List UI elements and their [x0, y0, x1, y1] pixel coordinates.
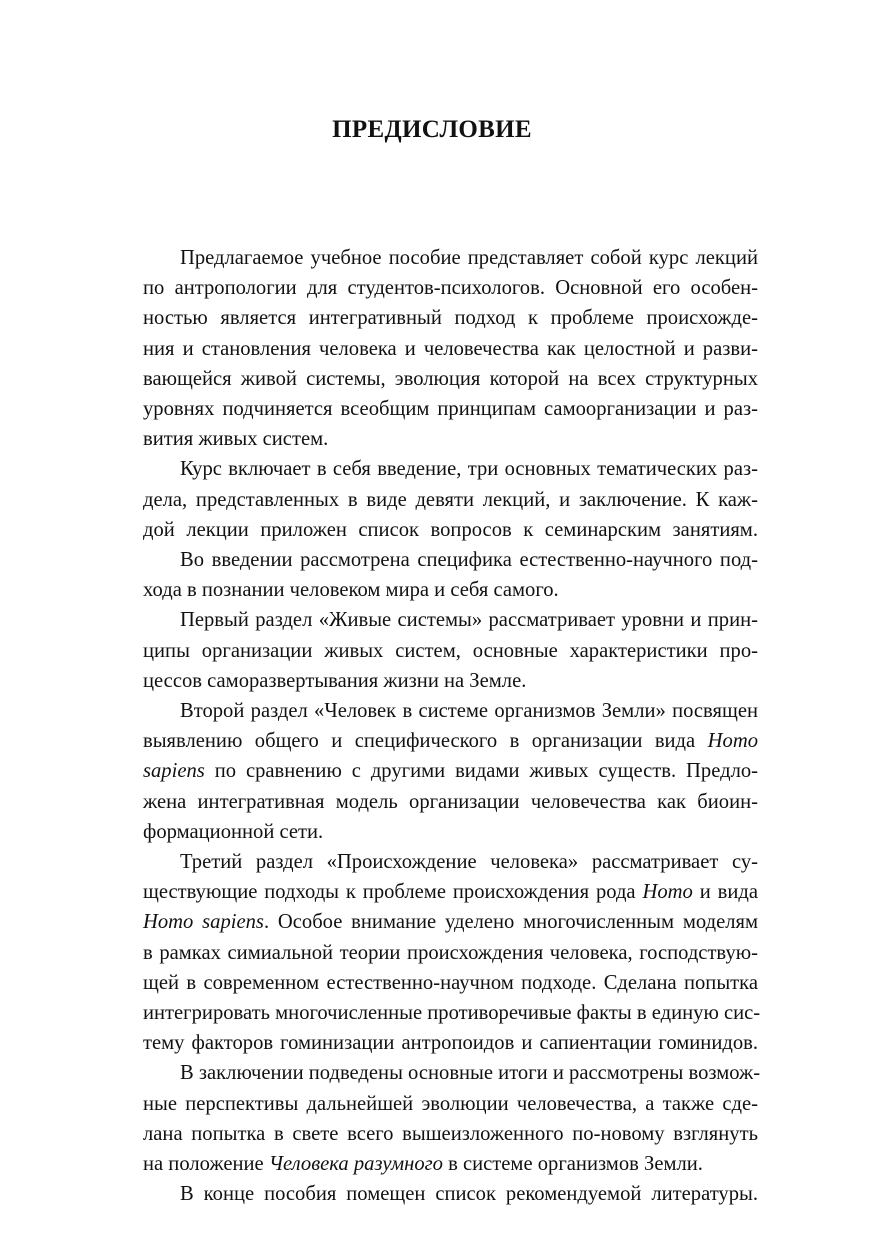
italic-term: Homo sapiens: [143, 911, 264, 934]
italic-term: Homo: [707, 730, 758, 753]
text-line: дой лекции приложен список вопросов к семинарским занятиям.: [143, 518, 758, 541]
text-line: Предлагаемое учебное пособие представляет собой курс лекций: [180, 247, 758, 269]
text-line: В конце пособия помещен список рекомендуемой литературы.: [180, 1183, 758, 1206]
paragraph-4: [106, 605, 758, 696]
text-line: щей в современном естественно-научном подходе. Сделана попытка: [143, 971, 758, 994]
text-line: хода в познании человеком мира и себя самого.: [143, 579, 559, 602]
preface-body: [106, 243, 761, 1210]
text-line: тему факторов гоминизации антропоидов и сапиентации гоминидов.: [143, 1032, 758, 1055]
text-line: Курс включает в себя введение, три основных тематических раз-: [180, 458, 758, 481]
text-line: вития живых систем.: [143, 428, 329, 451]
text-line: ные перспективы дальнейшей эволюции человечества, а также сде-: [143, 1092, 758, 1115]
text-line: ципы организации живых систем, основные характеристики про-: [143, 639, 758, 662]
text-line: лана попытка в свете всего вышеизложенного по-новому взглянуть: [143, 1122, 758, 1145]
text-segment: по сравнению с другими видами живых существ. Предло-: [204, 760, 758, 783]
text-segment: в системе организмов Земли.: [442, 1153, 703, 1176]
text-line: [106, 756, 758, 786]
text-line: дела, представленных в виде девяти лекций, и заключение. К каж-: [143, 488, 758, 511]
text-line: интегрировать многочисленные противоречивые факты в единую сис-: [143, 1002, 761, 1025]
text-line: цессов саморазвертывания жизни на Земле.: [143, 669, 527, 692]
paragraph-7: [106, 1058, 761, 1179]
text-line: вающейся живой системы, эволюция которой на всех структурных: [143, 367, 758, 390]
text-line: [106, 1149, 758, 1179]
text-line: ностью является интегративный подход к проблеме происхожде-: [143, 307, 758, 330]
italic-term: Человека разумного: [268, 1153, 443, 1176]
paragraph-8: [106, 1179, 758, 1209]
paragraph-1: [106, 243, 758, 454]
text-line: Первый раздел «Живые системы» рассматривает уровни и прин-: [180, 609, 758, 632]
text-segment: выявлению общего и специфического в организации вида: [143, 730, 708, 753]
paragraph-6: [106, 847, 761, 1058]
text-line: Второй раздел «Человек в системе организмов Земли» посвящен: [180, 700, 758, 723]
text-segment: . Особое внимание уделено многочисленным моделям: [263, 911, 758, 934]
text-line: жена интегративная модель организации человечества как биоин-: [143, 790, 758, 813]
text-segment: и вида: [692, 881, 758, 904]
page-title: ПРЕДИСЛОВИЕ: [332, 116, 532, 143]
text-line: Во введении рассмотрена специфика естественно-научного под-: [180, 549, 758, 572]
italic-term: Homo: [642, 881, 693, 904]
text-segment: ществующие подходы к проблеме происхождения рода: [143, 881, 643, 904]
text-line: по антропологии для студентов-психологов. Основной его особен-: [143, 277, 758, 300]
paragraph-3: [106, 545, 758, 605]
paragraph-2: [106, 454, 758, 545]
text-segment: на положение: [143, 1153, 269, 1176]
text-line: Третий раздел «Происхождение человека» рассматривает су-: [180, 851, 758, 874]
text-line: [106, 907, 758, 937]
text-line: формационной сети.: [143, 820, 324, 843]
italic-term: sapiens: [143, 760, 205, 783]
text-line: В заключении подведены основные итоги и рассмотрены возмож-: [180, 1062, 761, 1085]
text-line: [106, 877, 758, 907]
paragraph-5: [106, 696, 758, 847]
text-line: [106, 726, 758, 756]
text-line: в рамках симиальной теории происхождения человека, господствую-: [143, 941, 758, 964]
text-line: ния и становления человека и человечества как целостной и разви-: [143, 337, 758, 360]
text-line: уровнях подчиняется всеобщим принципам самоорганизации и раз-: [143, 398, 758, 421]
